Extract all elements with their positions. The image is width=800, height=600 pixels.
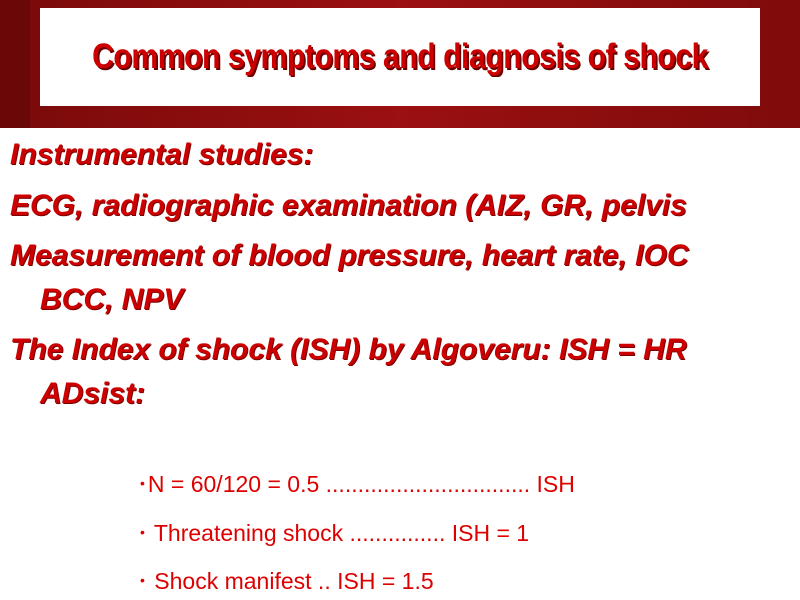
bullet-text: Threatening shock ............... ISH = 1 — [147, 520, 530, 546]
slide-content — [0, 128, 800, 600]
line-measurement: Measurement of blood pressure, heart rate, IOC — [10, 239, 689, 272]
line-index-of-shock: The Index of shock (ISH) by Algoveru: ISH = HR — [10, 333, 687, 366]
heading-instrumental-studies: Instrumental studies: — [10, 138, 314, 171]
bullet-text: N = 60/120 = 0.5 ................................ ISH — [147, 471, 575, 497]
line-index-of-shock-continued: ADsist: — [40, 377, 146, 410]
bullet-dot-icon: • — [140, 572, 145, 588]
title-box — [40, 8, 760, 106]
slide-title: Common symptoms and diagnosis of shock — [92, 37, 708, 76]
bullet-item — [140, 520, 529, 547]
bullet-dot-icon: • — [140, 524, 145, 540]
bullet-item — [140, 471, 575, 498]
bullet-text: Shock manifest .. ISH = 1.5 — [147, 568, 434, 594]
line-measurement-continued: BCC, NPV — [40, 283, 184, 316]
line-ecg: ECG, radiographic examination (AIZ, GR, pelvis — [10, 189, 687, 222]
bullet-item — [140, 568, 434, 595]
bullet-dot-icon: • — [140, 475, 145, 491]
